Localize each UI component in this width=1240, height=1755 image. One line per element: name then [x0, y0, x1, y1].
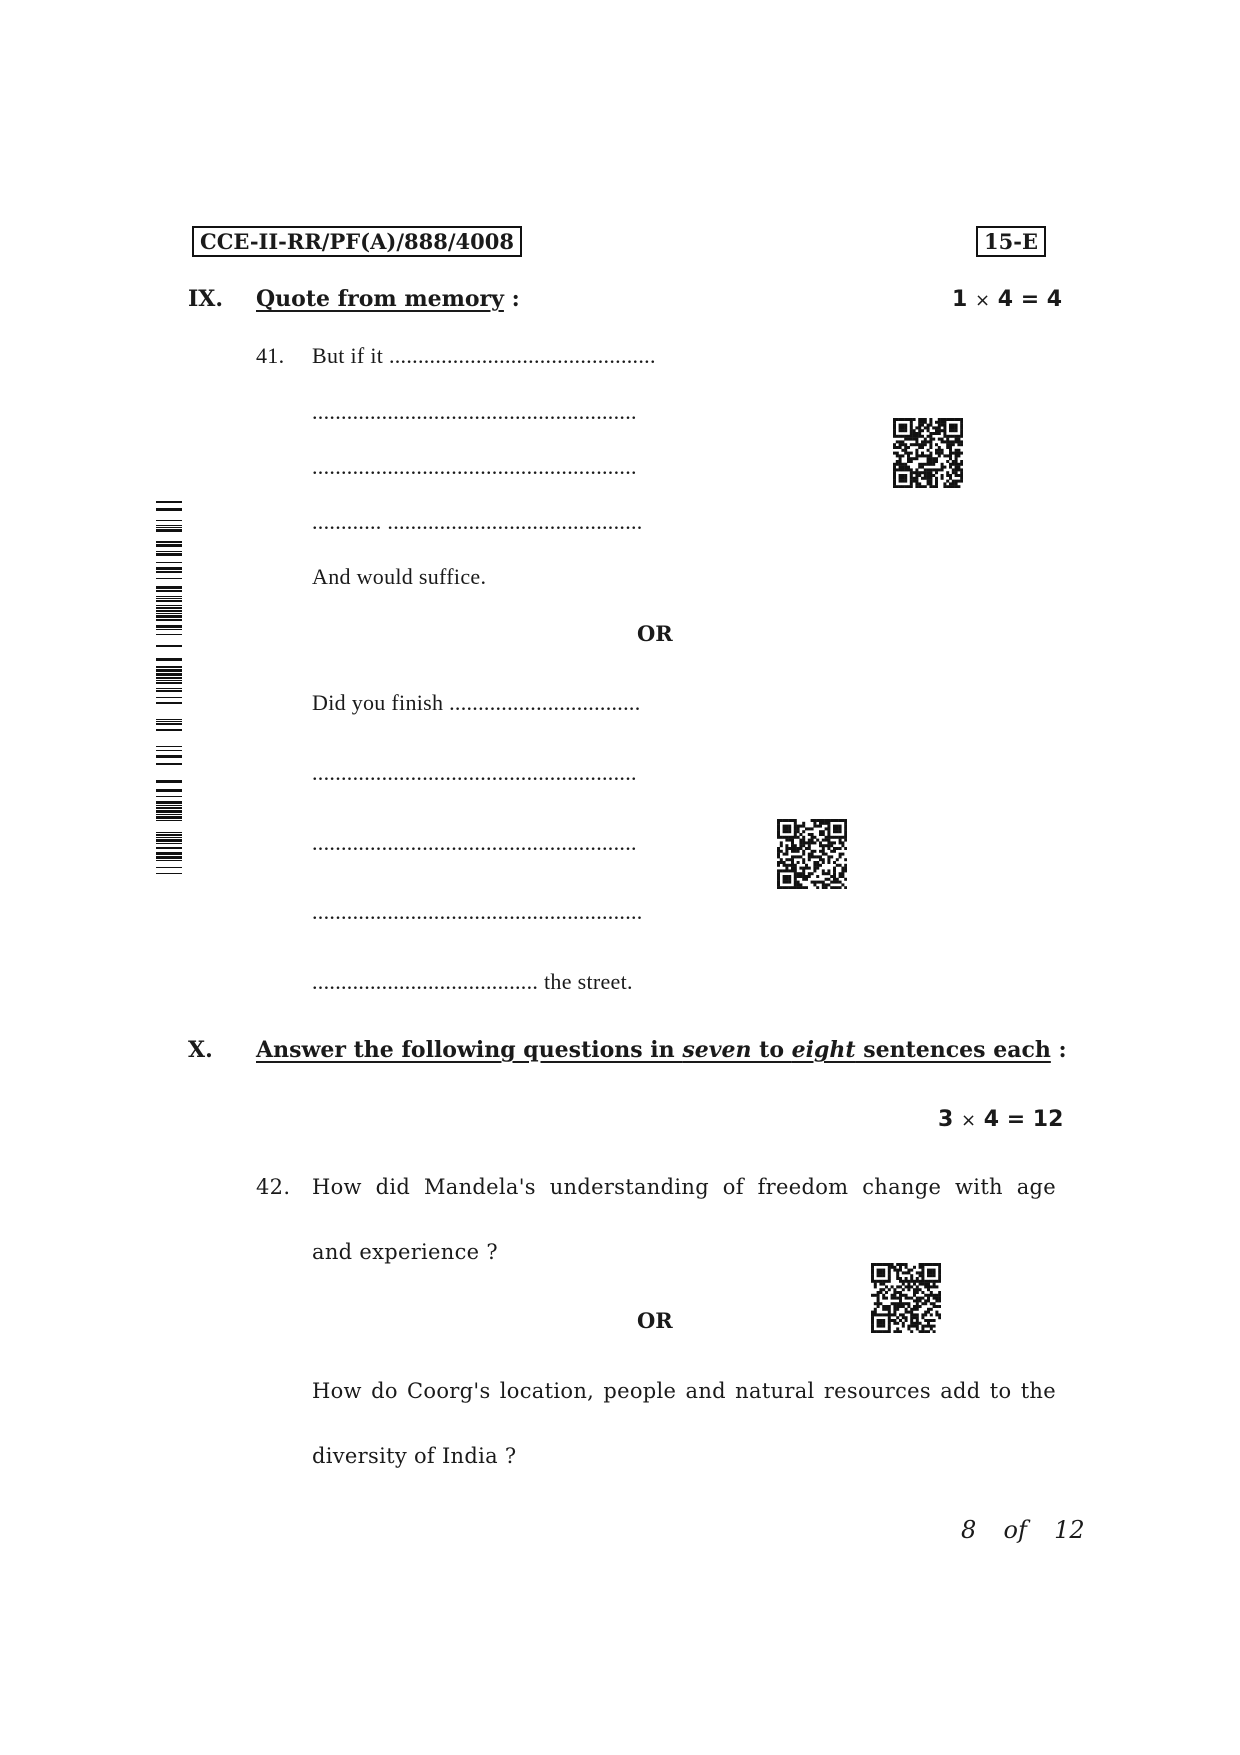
marks-times: ×: [960, 1110, 977, 1131]
marks-total: 4 = 4: [997, 287, 1063, 312]
section-ix-title-text: Quote from memory: [256, 286, 504, 312]
quote-line: ........................................................: [312, 830, 637, 855]
page-number: 8 of 12: [961, 1516, 1085, 1544]
question-number: 41.: [256, 343, 285, 368]
paper-number: 15-E: [976, 226, 1046, 257]
section-ix-title: [256, 286, 520, 312]
section-x-colon: :: [1058, 1037, 1067, 1063]
paper-code: CCE-II-RR/PF(A)/888/4008: [192, 226, 522, 257]
question-text: diversity of India ?: [312, 1444, 517, 1468]
qr-code-icon: [893, 418, 963, 488]
or-label: OR: [637, 621, 673, 646]
title-part: to: [751, 1037, 792, 1063]
quote-line: ........................................................: [312, 760, 637, 785]
section-ix-marks: [952, 287, 1062, 312]
question-text: How do Coorg's location, people and natural resources add to the: [312, 1379, 1056, 1403]
quote-line: ....................................... the street.: [312, 969, 633, 994]
quote-line: Did you finish .................................: [312, 690, 641, 715]
quote-line: But if it ..............................................: [312, 343, 656, 368]
question-text: How did Mandela's understanding of freedom change with age: [312, 1175, 1056, 1199]
question-text: and experience ?: [312, 1240, 498, 1264]
marks-total: 4 = 12: [983, 1107, 1064, 1132]
section-x-title: [256, 1037, 1067, 1063]
question-number: 42.: [256, 1175, 291, 1199]
section-ix-colon: :: [511, 286, 520, 312]
marks-times: ×: [974, 290, 991, 311]
title-part-eight: eight: [791, 1037, 856, 1063]
quote-line: ........................................................: [312, 399, 637, 424]
qr-code-icon: [777, 819, 847, 889]
marks-count: 1: [952, 287, 968, 312]
section-x-marks: [938, 1107, 1063, 1132]
section-ix-numeral: IX.: [188, 286, 224, 312]
title-part-seven: seven: [682, 1037, 752, 1063]
section-x-title-text: [256, 1037, 1051, 1063]
qr-code-icon: [871, 1263, 941, 1333]
quote-line: ........................................................: [312, 454, 637, 479]
title-part: sentences each: [855, 1037, 1051, 1063]
quote-line: And would suffice.: [312, 564, 487, 589]
quote-line: .........................................................: [312, 899, 643, 924]
barcode-icon: [156, 490, 182, 875]
section-x-numeral: X.: [188, 1037, 213, 1063]
title-part: Answer the following questions in: [256, 1037, 683, 1063]
marks-count: 3: [938, 1107, 954, 1132]
quote-line: ............ ............................................: [312, 509, 643, 534]
or-label: OR: [637, 1308, 673, 1333]
